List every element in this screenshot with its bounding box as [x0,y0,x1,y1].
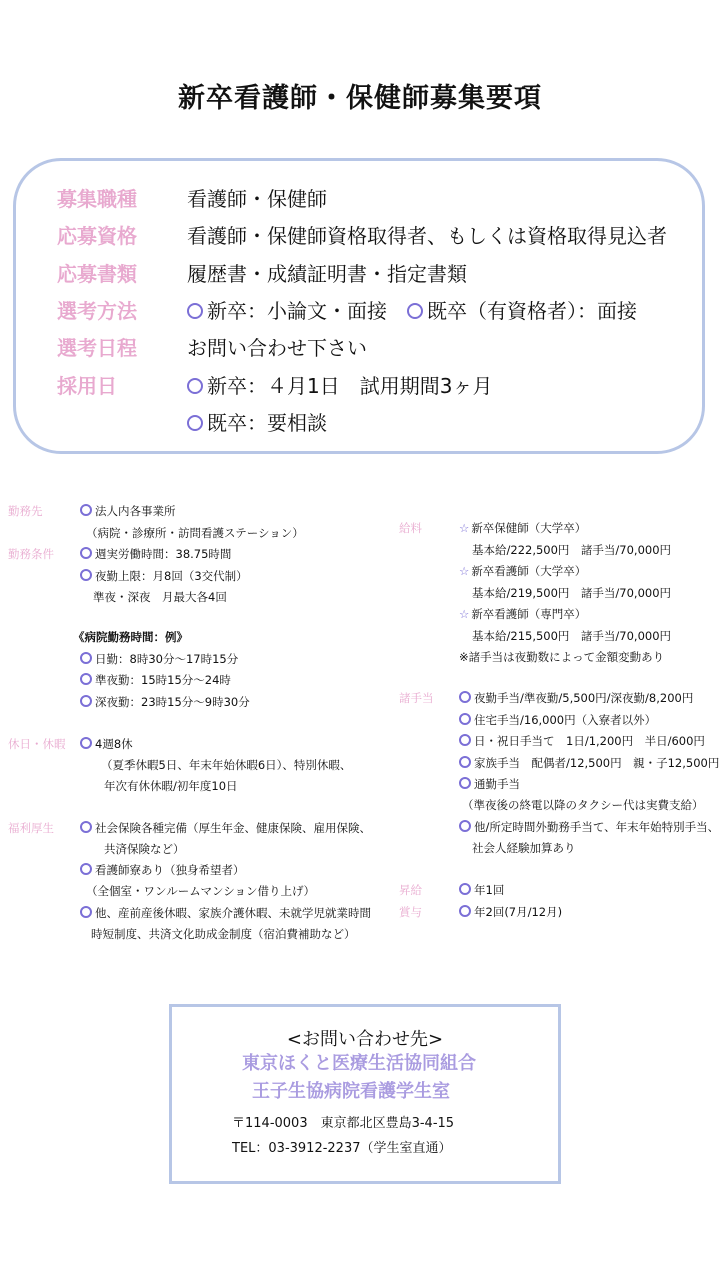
holidays-text: 年次有休休暇/初年度10日 [104,779,238,793]
circle-icon [187,415,203,431]
summary-label: 応募書類 [57,262,137,286]
shift-text: 深夜勤：23時15分～9時30分 [80,694,250,710]
circle-icon [80,906,92,918]
summary-label: 選考方法 [57,299,137,323]
star-icon: ☆ [459,564,470,578]
circle-icon [80,673,92,685]
summary-value: 看護師・保健師 [187,187,327,211]
benefits-text: （全個室・ワンルームマンション借り上げ） [86,884,315,898]
allowance-text: （準夜後の終電以降のタクシー代は実費支給） [462,798,704,812]
circle-icon [459,734,471,746]
circle-icon [187,303,203,319]
circle-icon [459,905,471,917]
contact-org: 東京ほくと医療生活協同組合 [242,1053,476,1074]
contact-tel: TEL：03-3912-2237（学生室直通） [232,1141,452,1156]
salary-text: ☆ 新卒保健師（大学卒） [459,521,587,535]
label-benefits: 福利厚生 [8,821,54,835]
allowance-text: 他/所定時間外勤務手当て、年末年始特別手当、 [459,819,719,835]
summary-value: お問い合わせ下さい [187,336,367,360]
contact-heading: <お問い合わせ先> [286,1029,444,1050]
benefits-text: 社会保険各種完備（厚生年金、健康保険、雇用保険、 [80,820,371,836]
benefits-text: 他、産前産後休暇、家族介護休暇、未就学児就業時間 [80,905,371,921]
conditions-text: 週実労働時間：38.75時間 [80,546,231,562]
summary-value: 看護師・保健師資格取得者、もしくは資格取得見込者 [187,224,667,248]
workplace-text: （病院・診療所・訪問看護ステーション） [86,526,304,540]
allowance-text: 日・祝日手当て 1日/1,200円 半日/600円 [459,733,705,749]
benefits-text: 共済保険など） [104,842,185,856]
salary-text: 基本給/215,500円 諸手当/70,000円 [472,629,672,643]
circle-icon [80,737,92,749]
circle-icon [80,652,92,664]
holidays-text: 4週8休 [80,736,133,752]
circle-icon [80,504,92,516]
benefits-text: 時短制度、共済文化助成金制度（宿泊費補助など） [91,927,356,941]
label-bonus: 賞与 [399,905,422,919]
allowance-text: 社会人経験加算あり [472,841,576,855]
star-icon: ☆ [459,607,470,621]
label-salary: 給料 [399,521,422,535]
circle-icon [459,820,471,832]
contact-box [169,1004,561,1184]
circle-icon [187,378,203,394]
star-icon: ☆ [459,521,470,535]
circle-icon [459,777,471,789]
summary-label: 応募資格 [57,224,137,248]
salary-text: ☆ 新卒看護師（専門卒） [459,607,587,621]
circle-icon [459,691,471,703]
shift-text: 準夜勤：15時15分～24時 [80,672,231,688]
salary-text: 基本給/222,500円 諸手当/70,000円 [472,543,672,557]
page-title: 新卒看護師・保健師募集要項 [178,83,542,114]
shift-example-heading: 《病院勤務時間：例》 [73,630,188,644]
summary-value: 既卒：要相談 [187,407,327,436]
circle-icon [80,863,92,875]
summary-label: 選考日程 [57,336,137,360]
conditions-text: 夜勤上限：月8回（3交代制） [80,568,248,584]
label-holidays: 休日・休暇 [8,737,66,751]
summary-value: 新卒：４月1日 試用期間3ヶ月 [187,370,492,399]
circle-icon [80,695,92,707]
summary-value: 履歴書・成績証明書・指定書類 [187,262,467,286]
contact-address: 〒114-0003 東京都北区豊島3-4-15 [232,1116,455,1131]
benefits-text: 看護師寮あり（独身希望者） [80,862,245,878]
allowance-text: 通勤手当 [459,776,520,792]
circle-icon [459,713,471,725]
circle-icon [80,569,92,581]
shift-text: 日勤：8時30分～17時15分 [80,651,238,667]
circle-icon [459,756,471,768]
summary-label: 募集職種 [57,187,137,211]
salary-note: ※諸手当は夜勤数によって金額変動あり [459,650,665,664]
contact-dept: 王子生協病院看護学生室 [252,1081,450,1102]
label-allowances: 諸手当 [399,691,434,705]
allowance-text: 夜勤手当/準夜勤/5,500円/深夜勤/8,200円 [459,690,693,706]
label-workplace: 勤務先 [8,504,43,518]
circle-icon [407,303,423,319]
workplace-text: 法人内各事業所 [80,503,176,519]
circle-icon [459,883,471,895]
summary-label: 採用日 [57,374,117,398]
salary-text: ☆ 新卒看護師（大学卒） [459,564,587,578]
holidays-text: （夏季休暇5日、年末年始休暇6日）、特別休暇、 [101,758,352,772]
allowance-text: 住宅手当/16,000円（入寮者以外） [459,712,656,728]
allowance-text: 家族手当 配偶者/12,500円 親・子12,500円 [459,755,719,771]
summary-value: 新卒：小論文・面接 既卒（有資格者）：面接 [187,295,637,324]
label-conditions: 勤務条件 [8,547,54,561]
raise-text: 年1回 [459,882,504,898]
circle-icon [80,547,92,559]
salary-text: 基本給/219,500円 諸手当/70,000円 [472,586,672,600]
label-raise: 昇給 [399,883,422,897]
conditions-text: 準夜・深夜 月最大各4回 [93,590,227,604]
bonus-text: 年2回(7月/12月) [459,904,562,920]
circle-icon [80,821,92,833]
